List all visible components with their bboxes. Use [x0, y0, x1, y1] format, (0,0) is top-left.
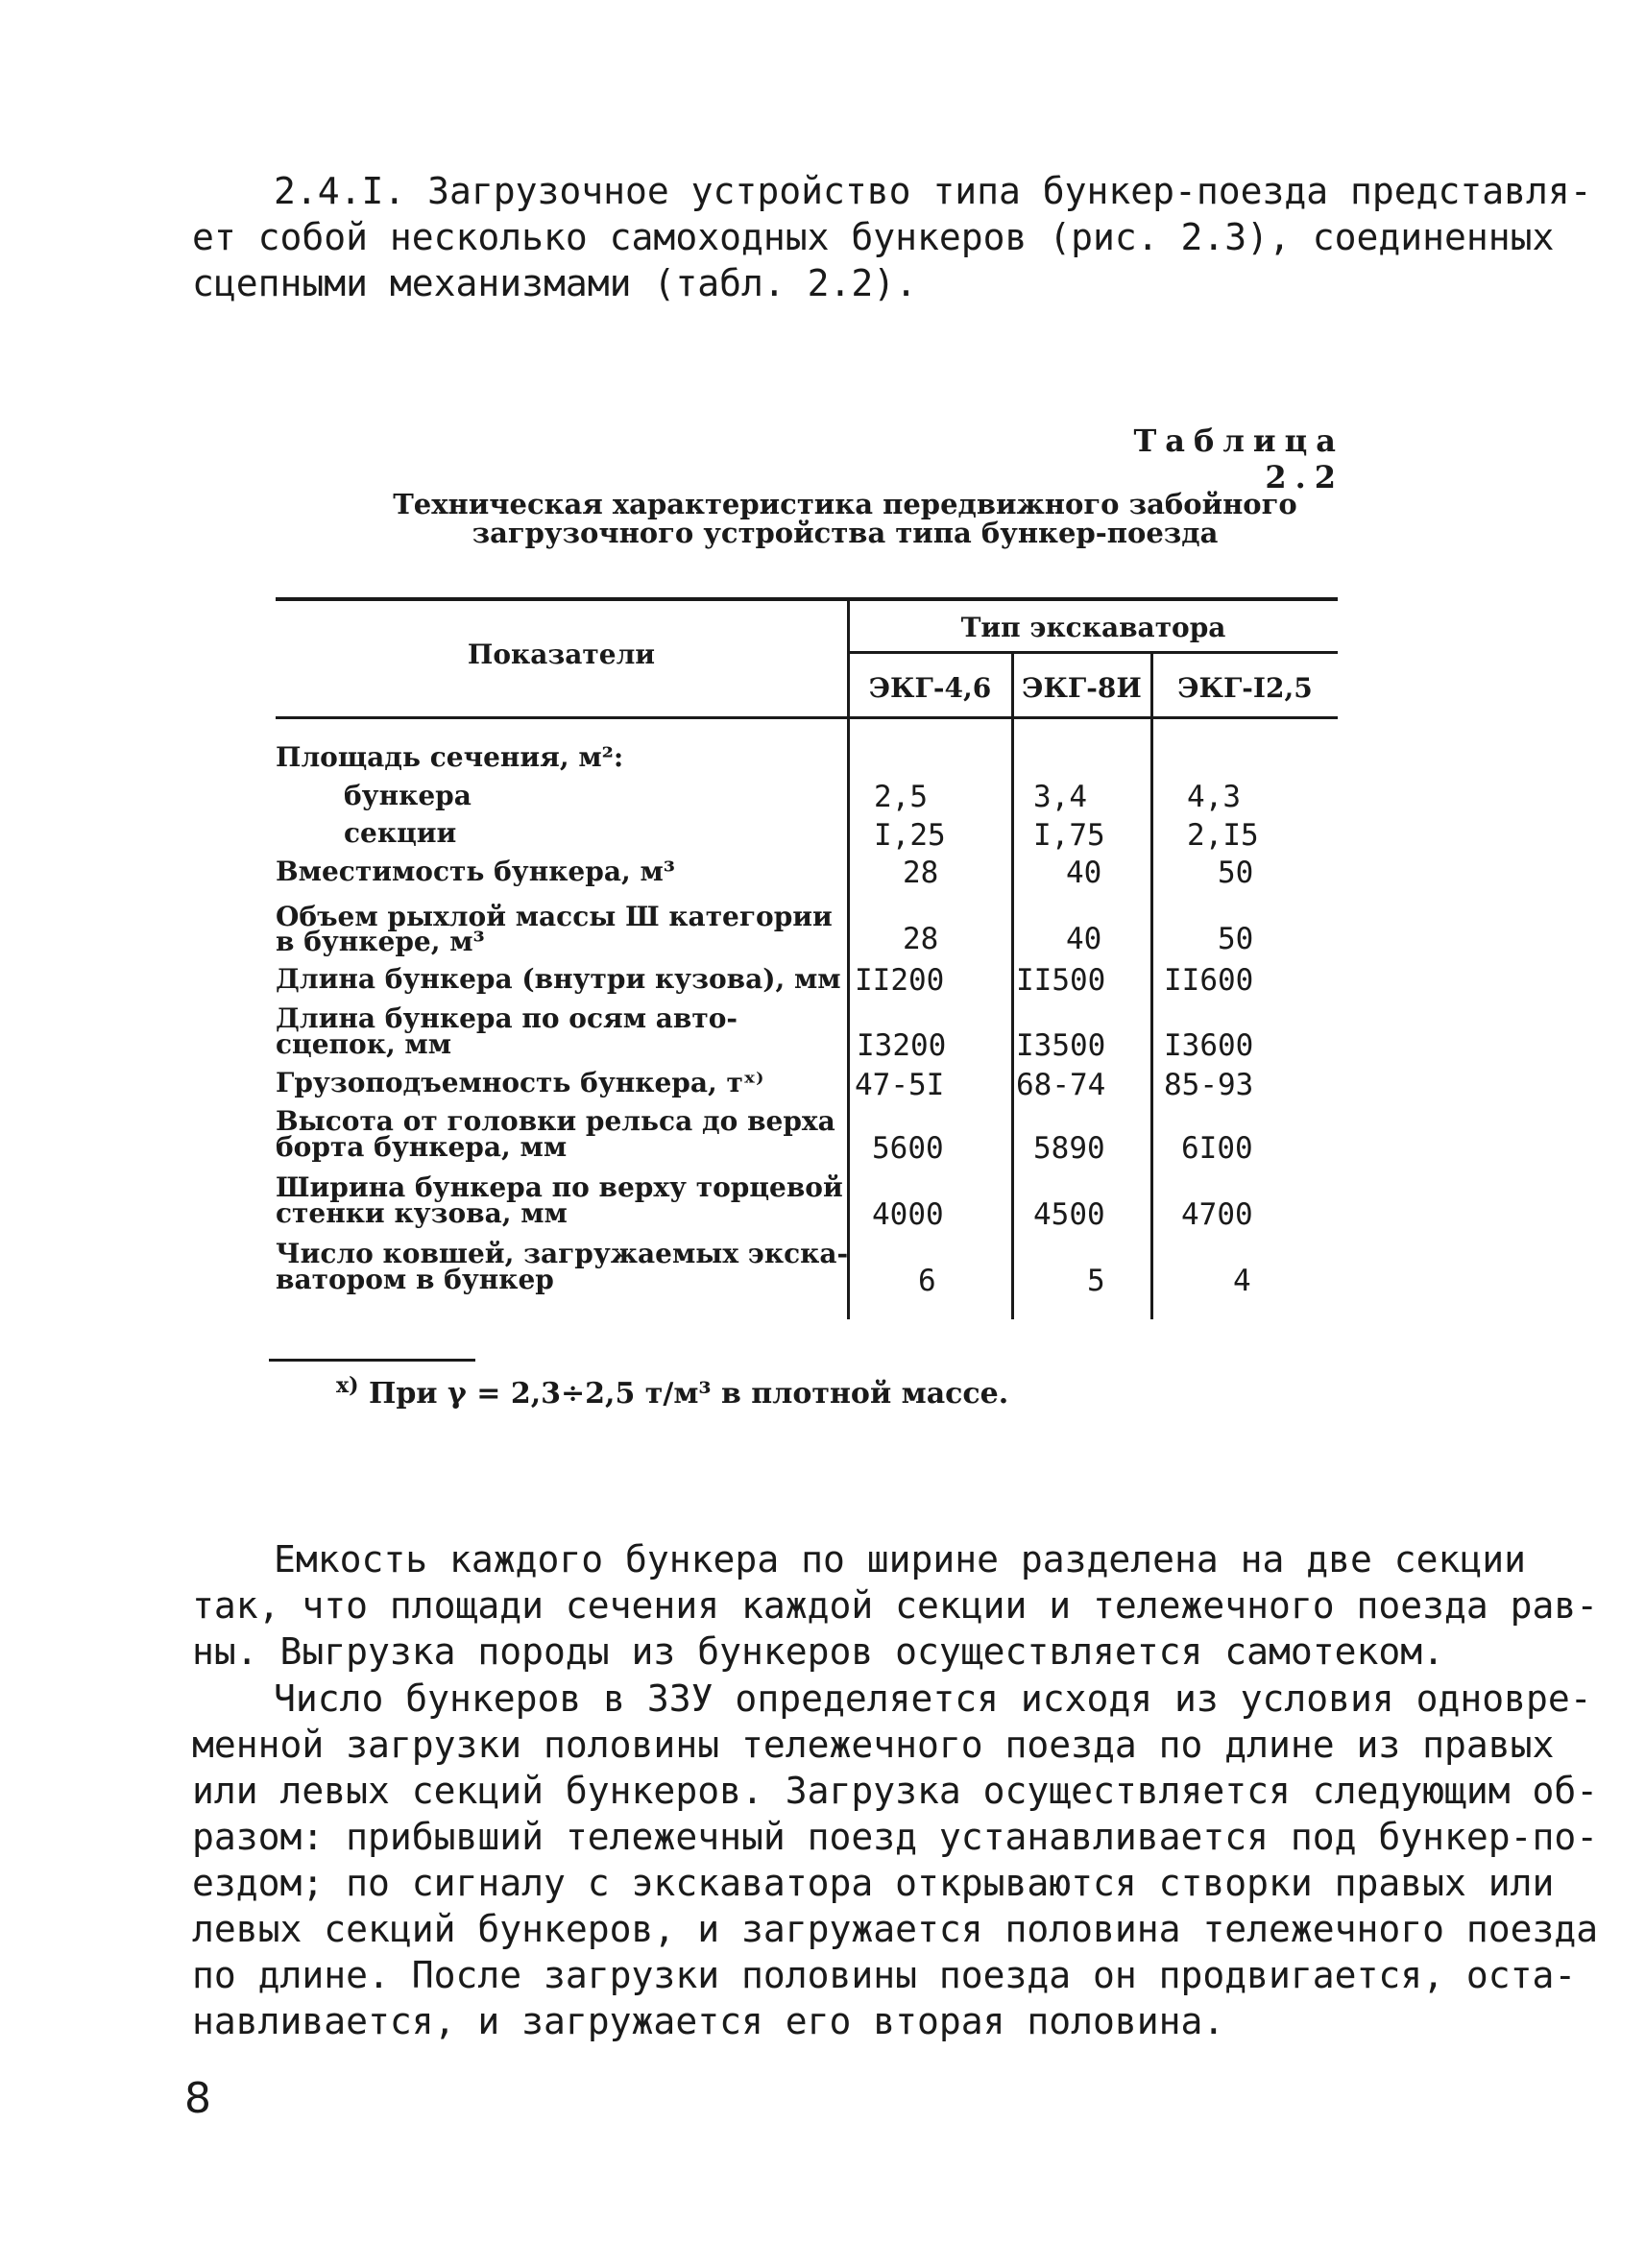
intro-paragraph: [192, 168, 1592, 306]
header-col-ekg-4-6: ЭКГ-4,6: [868, 672, 992, 704]
table-label: Таблица 2.2: [1133, 422, 1344, 495]
cell-value: I,25: [874, 818, 946, 853]
header-col-ekg-8i: ЭКГ-8И: [1022, 672, 1142, 704]
row-label: Высота от головки рельса до верха: [276, 1105, 835, 1137]
paragraph-line: по длине. После загрузки половины поезда он продвигается, оста-: [192, 1954, 1577, 1996]
row-label: Ширина бункера по верху торцевой: [276, 1171, 843, 1203]
row-label: в бункере, м³: [276, 926, 485, 957]
row-label: Длина бункера по осям авто-: [276, 1002, 738, 1034]
cell-value: 5890: [1033, 1131, 1105, 1166]
row-label: Длина бункера (внутри кузова), мм: [276, 963, 841, 995]
paragraph-line: левых секций бункеров, и загружается половина тележечного поезда: [192, 1908, 1599, 1950]
header-indicators: Показатели: [467, 639, 656, 670]
paragraph-line: или левых секций бункеров. Загрузка осуществляется следующим об-: [192, 1770, 1599, 1812]
paragraph-line: ны. Выгрузка породы из бункеров осуществляется самотеком.: [192, 1630, 1445, 1673]
column-divider: [1150, 652, 1153, 1319]
cell-value: 28: [903, 922, 939, 956]
cell-value: 85-93: [1164, 1068, 1254, 1102]
table-header-rule: [276, 716, 1338, 719]
cell-value: 2,5: [874, 780, 928, 814]
caption-line: загрузочного устройства типа бункер-поезда: [472, 517, 1219, 549]
footnote-text: При γ = 2,3÷2,5 т/м³ в плотной массе.: [368, 1377, 1009, 1411]
paragraph-line: Число бункеров в ЗЗУ определяется исходя из условия одновре-: [274, 1677, 1592, 1720]
cell-value: I3200: [857, 1028, 947, 1063]
cell-value: 4500: [1033, 1197, 1105, 1232]
header-excavator-type: Тип экскаватора: [960, 612, 1226, 643]
footnote-mark: х): [336, 1373, 359, 1398]
body-paragraph: [192, 1536, 1599, 1675]
paragraph-line: так, что площади сечения каждой секции и тележечного поезда рав-: [192, 1584, 1599, 1627]
group-header-rule: [849, 651, 1338, 654]
table-caption: [365, 490, 1325, 547]
cell-value: 4,3: [1187, 780, 1241, 814]
page-number: 8: [184, 2074, 211, 2123]
cell-value: 50: [1218, 856, 1254, 890]
cell-value: 6: [918, 1264, 936, 1298]
table-top-rule: [276, 597, 1338, 601]
cell-value: II600: [1164, 963, 1254, 998]
cell-value: 68-74: [1016, 1068, 1106, 1102]
cell-value: 6I00: [1181, 1131, 1253, 1166]
row-label: борта бункера, мм: [276, 1131, 568, 1163]
paragraph-line: менной загрузки половины тележечного поезда по длине из правых: [192, 1724, 1555, 1766]
row-label: Грузоподъемность бункера, тˣ⁾: [276, 1067, 764, 1098]
footnote: [336, 1373, 1008, 1411]
paragraph-line: разом: прибывший тележечный поезд устанавливается под бункер-по-: [192, 1816, 1599, 1858]
row-label: Число ковшей, загружаемых экска-: [276, 1238, 849, 1269]
cell-value: 4700: [1181, 1197, 1253, 1232]
cell-value: 47-5I: [855, 1068, 945, 1102]
cell-value: I3500: [1016, 1028, 1106, 1063]
cell-value: 5: [1087, 1264, 1105, 1298]
cell-value: 4: [1233, 1264, 1251, 1298]
cell-value: 5600: [872, 1131, 944, 1166]
row-label: Площадь сечения, м²:: [276, 741, 624, 773]
row-label: сцепок, мм: [276, 1028, 452, 1060]
row-label: Объем рыхлой массы Ш категории: [276, 901, 833, 932]
column-divider: [847, 599, 850, 1319]
row-label: бункера: [344, 780, 472, 811]
cell-value: II200: [855, 963, 945, 998]
cell-value: I,75: [1033, 818, 1105, 853]
column-divider: [1011, 652, 1014, 1319]
cell-value: 28: [903, 856, 939, 890]
paragraph-line: ет собой несколько самоходных бункеров (рис. 2.3), соединенных: [192, 216, 1555, 258]
paragraph-line: 2.4.I. Загрузочное устройство типа бункер-поезда представля-: [274, 170, 1592, 212]
paragraph-line: сцепными механизмами (табл. 2.2).: [192, 262, 917, 304]
row-label: секции: [344, 817, 457, 849]
footnote-divider: [269, 1359, 475, 1362]
cell-value: 3,4: [1033, 780, 1087, 814]
cell-value: 50: [1218, 922, 1254, 956]
paragraph-line: Емкость каждого бункера по ширине разделена на две секции: [274, 1538, 1527, 1580]
body-paragraph: [192, 1676, 1599, 2044]
row-label: ватором в бункер: [276, 1264, 554, 1295]
cell-value: II500: [1016, 963, 1106, 998]
cell-value: 40: [1066, 922, 1102, 956]
caption-line: Техническая характеристика передвижного забойного: [393, 488, 1297, 520]
paragraph-line: навливается, и загружается его вторая половина.: [192, 2000, 1225, 2042]
cell-value: I3600: [1164, 1028, 1254, 1063]
cell-value: 2,I5: [1187, 818, 1259, 853]
cell-value: 40: [1066, 856, 1102, 890]
header-col-ekg-12-5: ЭКГ-I2,5: [1177, 672, 1313, 704]
row-label: Вместимость бункера, м³: [276, 856, 676, 887]
cell-value: 4000: [872, 1197, 944, 1232]
row-label: стенки кузова, мм: [276, 1197, 568, 1229]
paragraph-line: ездом; по сигналу с экскаватора открываются створки правых или: [192, 1862, 1555, 1904]
